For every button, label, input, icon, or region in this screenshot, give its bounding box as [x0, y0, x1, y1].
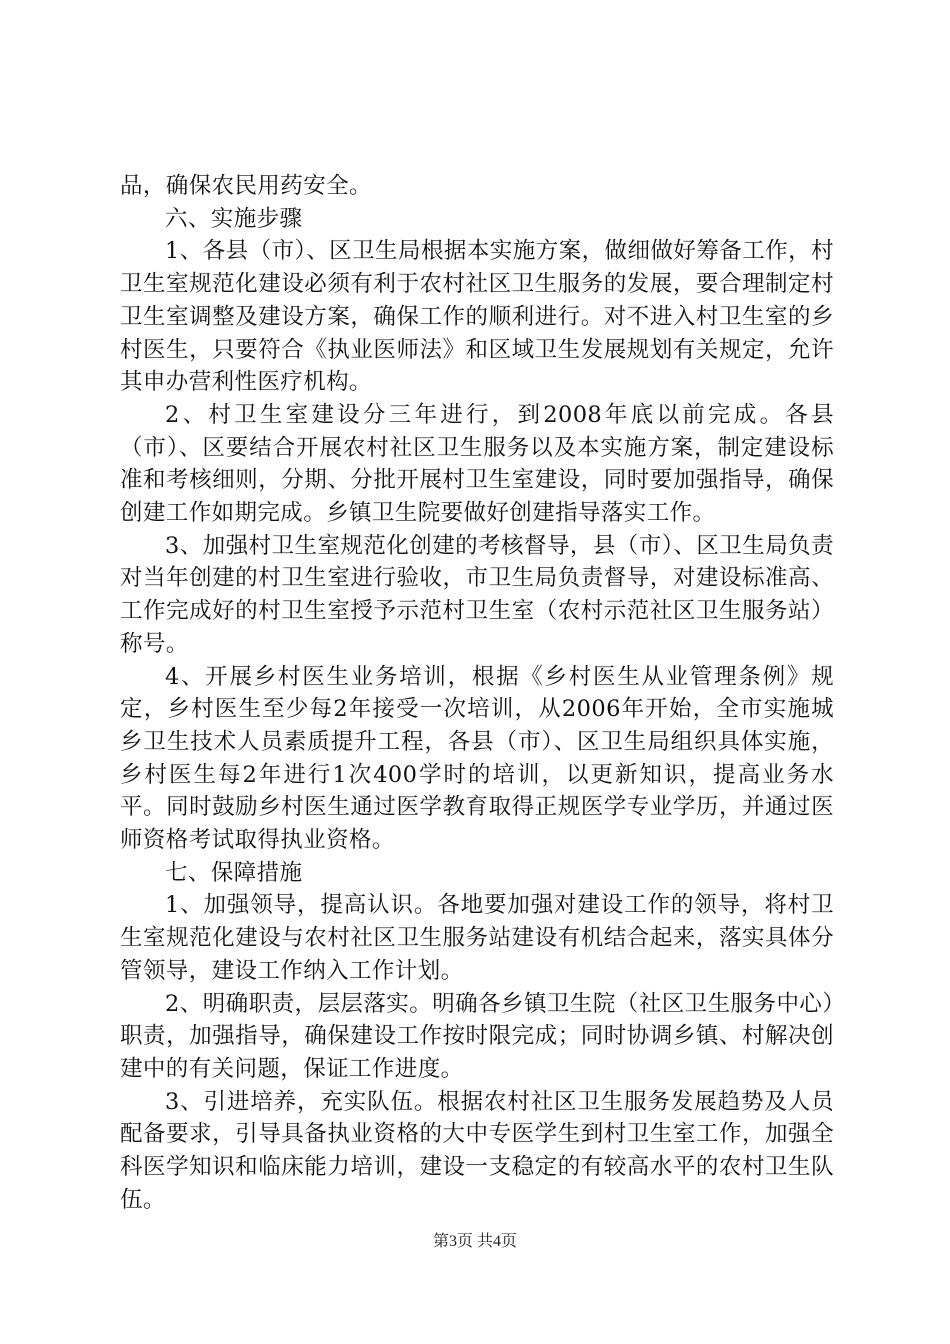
- document-body: [120, 170, 834, 1217]
- section-heading-safeguard-measures: 七、保障措施: [165, 859, 303, 886]
- paragraph-measure-3: 3、引进培养，充实队伍。根据农村社区卫生服务发展趋势及人员配备要求，引导具备执业资格的大中专医学生到村卫生室工作，加强全科医学知识和临床能力培训，建设一支稳定的有较高水平的农村卫生队伍。: [120, 1088, 834, 1213]
- paragraph-step-2: 2、村卫生室建设分三年进行，到2008年底以前完成。各县（市）、区要结合开展农村社区卫生服务以及本实施方案，制定建设标准和考核细则，分期、分批开展村卫生室建设，同时要加强指导，确保创建工作如期完成。乡镇卫生院要做好创建指导落实工作。: [120, 401, 834, 527]
- paragraph-measure-1: 1、加强领导，提高认识。各地要加强对建设工作的领导，将村卫生室规范化建设与农村社区卫生服务站建设有机结合起来，落实具体分管领导，建设工作纳入工作计划。: [120, 892, 834, 984]
- paragraph-step-1: 1、各县（市）、区卫生局根据本实施方案，做细做好筹备工作，村卫生室规范化建设必须有利于农村社区卫生服务的发展，要合理制定村卫生室调整及建设方案，确保工作的顺利进行。对不进入村卫生室的乡村医生，只要符合《执业医师法》和区域卫生发展规划有关规定，允许其申办营利性医疗机构。: [120, 238, 834, 396]
- paragraph-continuation: 品，确保农民用药安全。: [120, 173, 372, 199]
- section-heading-implementation-steps: 六、实施步骤: [165, 205, 303, 232]
- paragraph-step-3: 3、加强村卫生室规范化创建的考核督导，县（市）、区卫生局负责对当年创建的村卫生室进行验收，市卫生局负责督导，对建设标准高、工作完成好的村卫生室授予示范村卫生室（农村示范社区卫生服务站）称号。: [120, 532, 834, 657]
- paragraph-measure-2: 2、明确职责，层层落实。明确各乡镇卫生院（社区卫生服务中心）职责，加强指导，确保建设工作按时限完成；同时协调乡镇、村解决创建中的有关问题，保证工作进度。: [120, 990, 834, 1082]
- page-number-footer: 第3页 共4页: [432, 1233, 517, 1250]
- paragraph-step-4: 4、开展乡村医生业务培训，根据《乡村医生从业管理条例》规定，乡村医生至少每2年接受一次培训，从2006年开始，全市实施城乡卫生技术人员素质提升工程，各县（市）、区卫生局组织具体实施，乡村医生每2年进行1次400学时的培训，以更新知识，提高业务水平。同时鼓励乡村医生通过医学教育取得正规医学专业学历，并通过医师资格考试取得执业资格。: [120, 663, 834, 854]
